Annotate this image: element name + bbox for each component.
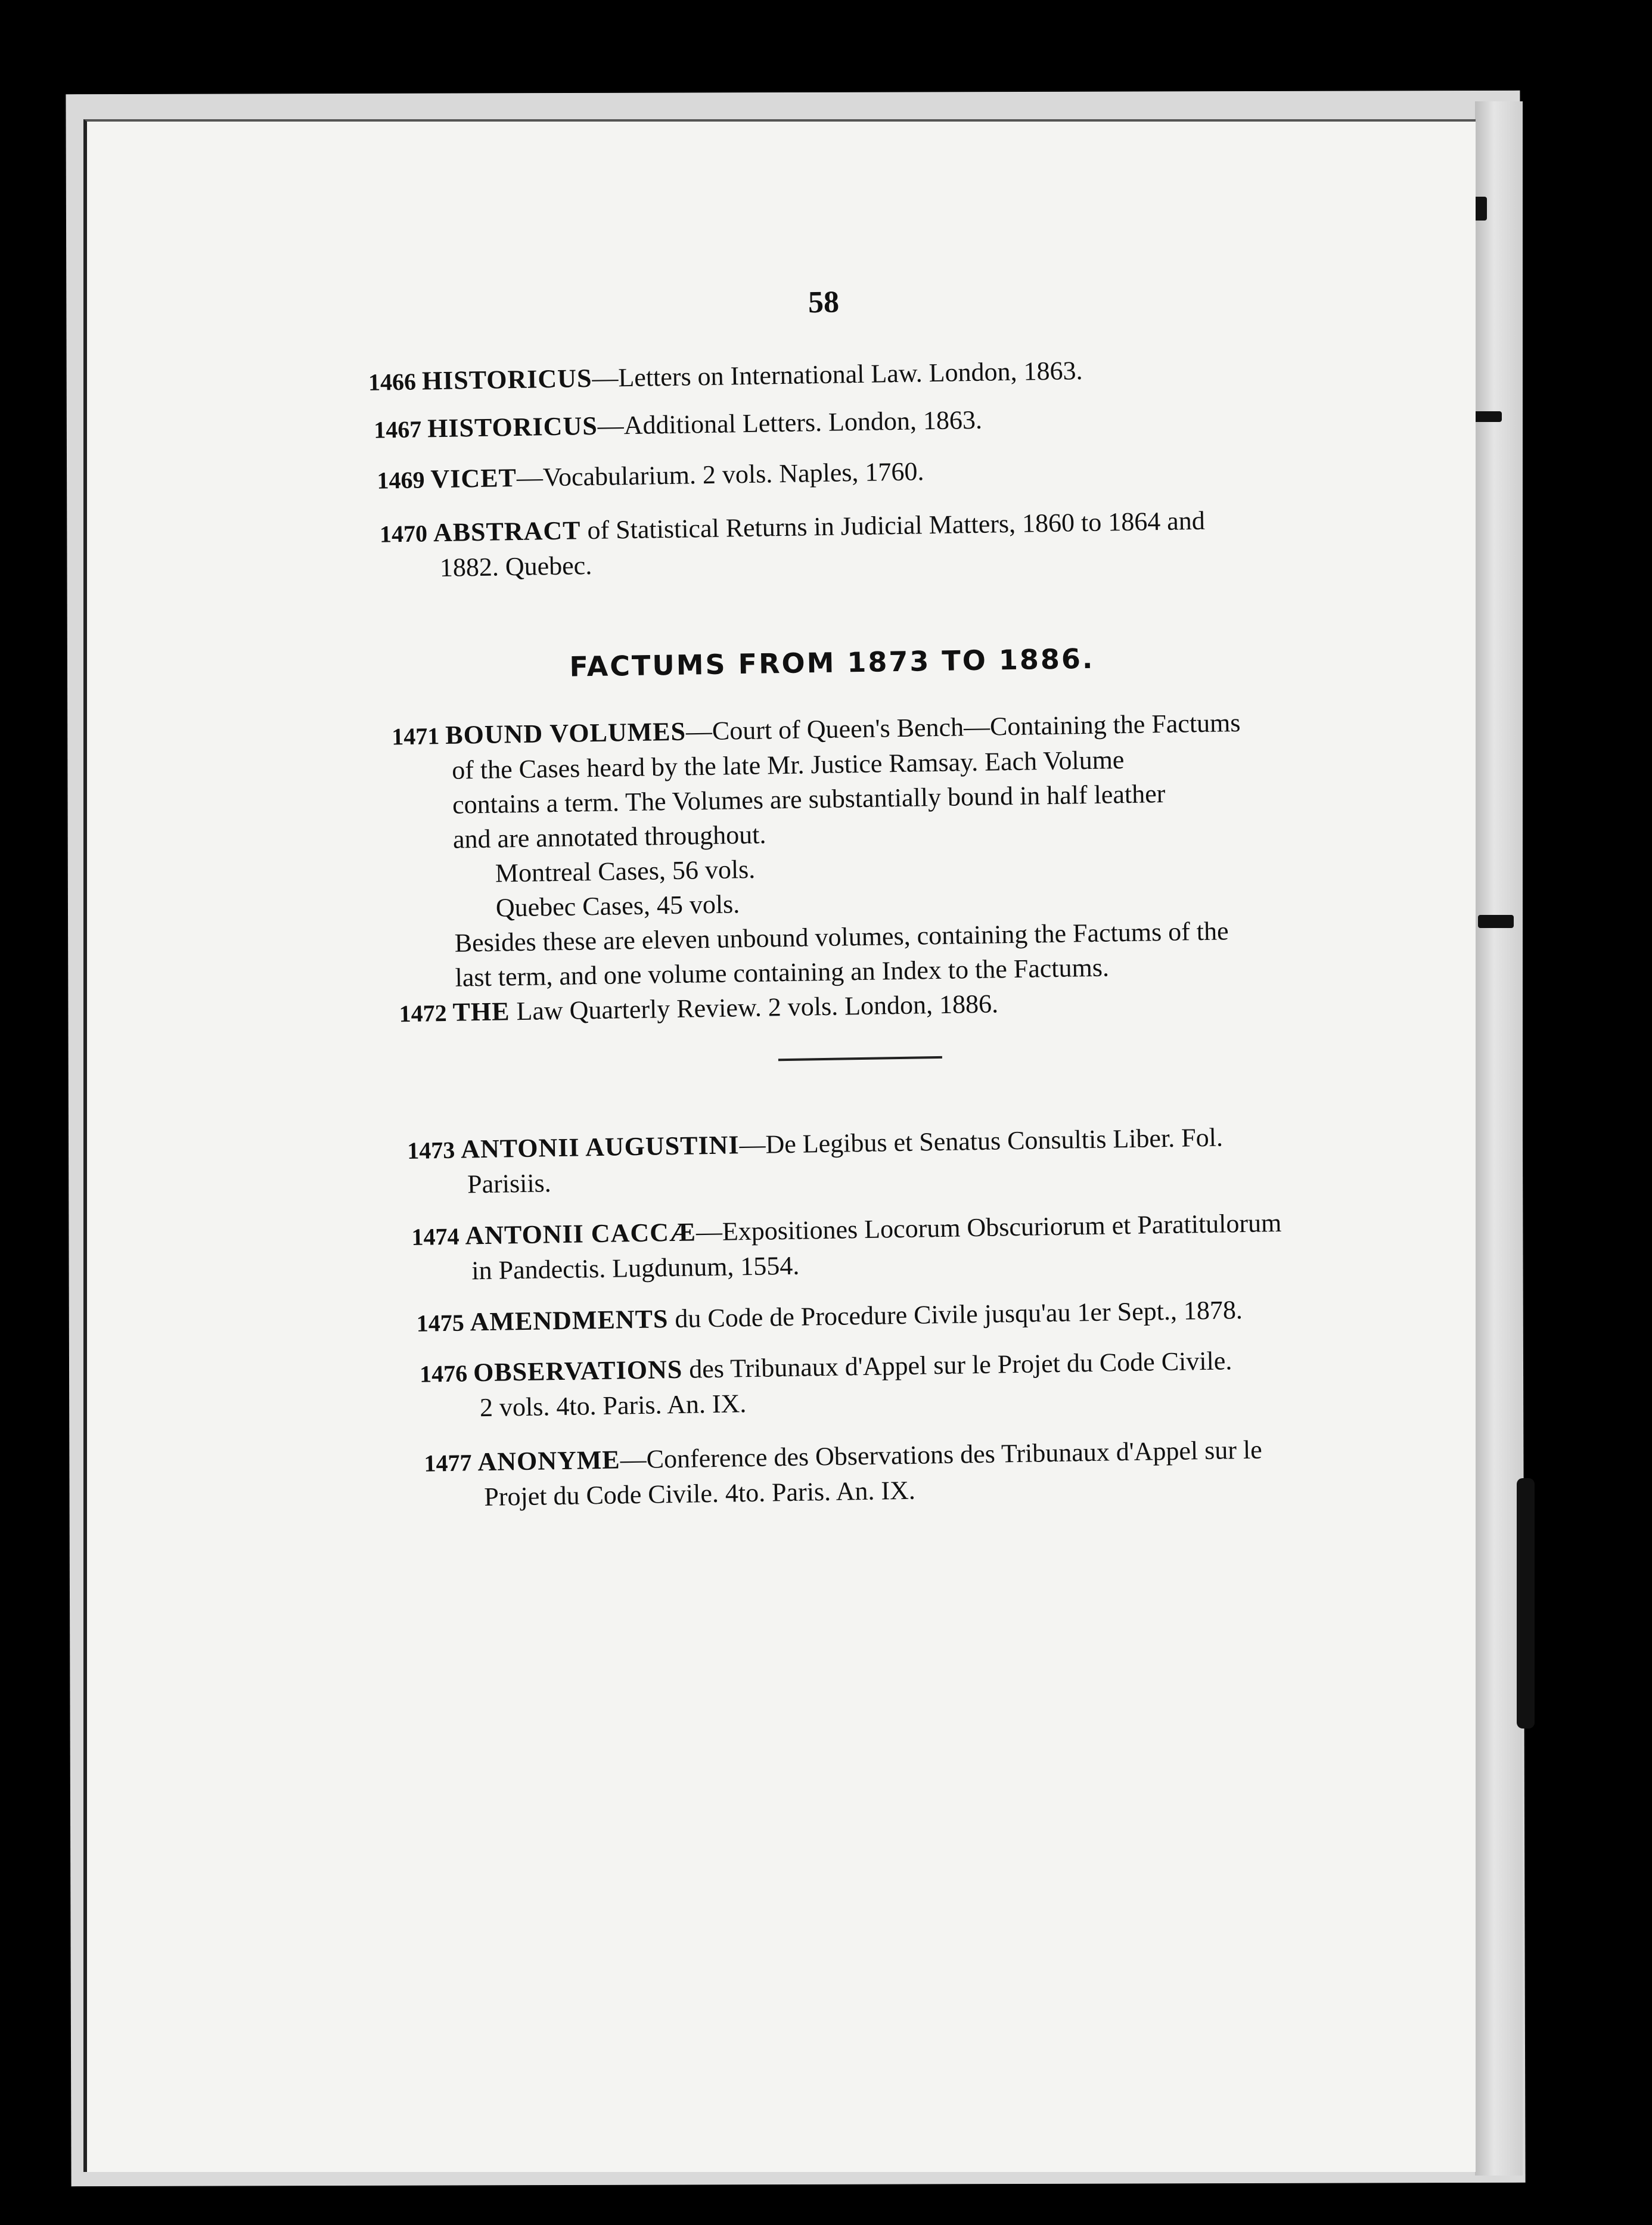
entry-continuation: and are annotated throughout. bbox=[452, 820, 766, 854]
entry-number: 1474 bbox=[411, 1222, 459, 1250]
section-heading: FACTUMS FROM 1873 TO 1886. bbox=[569, 642, 1095, 683]
catalogue-entry bbox=[424, 1433, 1263, 1516]
entry-text: du Code de Procedure Civile jusqu'au 1er Sept., 1878. bbox=[668, 1295, 1243, 1334]
entry-text: —De Legibus et Senatus Consultis Liber. Fol. bbox=[739, 1122, 1224, 1160]
entry-heading: AMENDMENTS bbox=[470, 1304, 669, 1337]
entry-text: —Court of Queen's Bench—Containing the Factums bbox=[685, 707, 1241, 746]
entry-text: —Additional Letters. London, 1863. bbox=[597, 405, 983, 440]
entry-number: 1471 bbox=[391, 722, 440, 750]
entry-continuation: Parisiis. bbox=[467, 1168, 552, 1199]
entry-number: 1466 bbox=[368, 368, 417, 396]
entry-heading: HISTORICUS bbox=[421, 363, 592, 396]
entry-number: 1473 bbox=[406, 1136, 455, 1165]
entry-text: —Letters on International Law. London, 1863. bbox=[592, 356, 1083, 393]
entry-number: 1469 bbox=[377, 466, 425, 494]
entry-number: 1476 bbox=[419, 1360, 468, 1388]
entry-text: Law Quarterly Review. 2 vols. London, 1886. bbox=[510, 989, 999, 1026]
entry-number: 1470 bbox=[379, 520, 428, 548]
entry-number: 1475 bbox=[416, 1309, 465, 1337]
entry-continuation: 2 vols. 4to. Paris. An. IX. bbox=[479, 1389, 747, 1423]
entry-sub-item: Montreal Cases, 56 vols. bbox=[495, 854, 756, 888]
entry-text: —Vocabularium. 2 vols. Naples, 1760. bbox=[516, 457, 924, 492]
catalogue-entry bbox=[380, 504, 1206, 586]
entry-sub-item: Quebec Cases, 45 vols. bbox=[495, 889, 740, 923]
entry-continuation: 1882. Quebec. bbox=[439, 551, 592, 583]
entry-text: —Conference des Observations des Tribunaux d'Appel sur le bbox=[620, 1435, 1263, 1475]
catalogue-entry bbox=[416, 1293, 1243, 1341]
catalogue-entry bbox=[374, 403, 983, 448]
entry-continuation: Projet du Code Civile. 4to. Paris. An. IX. bbox=[484, 1475, 916, 1512]
catalogue-entry bbox=[407, 1121, 1224, 1203]
catalogue-entry bbox=[420, 1343, 1233, 1426]
page-number: 58 bbox=[808, 285, 840, 320]
entry-continuation: Besides these are eleven unbound volumes, containing the Factums of the bbox=[454, 916, 1229, 958]
catalogue-entry bbox=[377, 454, 924, 498]
entry-continuation: last term, and one volume containing an Index to the Factums. bbox=[455, 952, 1110, 992]
entry-number: 1472 bbox=[399, 999, 447, 1028]
entry-text: —Expositiones Locorum Obscuriorum et Paratitulorum bbox=[695, 1208, 1282, 1247]
entry-heading: ANTONII CACCÆ bbox=[465, 1217, 697, 1250]
entry-heading: ANONYME bbox=[477, 1445, 621, 1477]
entry-heading: ABSTRACT bbox=[433, 516, 581, 548]
entry-heading: VICET bbox=[430, 463, 517, 494]
entry-heading: BOUND VOLUMES bbox=[445, 716, 687, 750]
catalogue-entry bbox=[392, 706, 1244, 996]
entry-heading: THE bbox=[452, 997, 510, 1027]
entry-continuation: contains a term. The Volumes are substantially bound in half leather bbox=[452, 778, 1166, 820]
entry-number: 1467 bbox=[373, 415, 422, 443]
section-divider bbox=[778, 1056, 942, 1061]
catalogue-entry bbox=[411, 1206, 1283, 1289]
entry-continuation: of the Cases heard by the late Mr. Justice Ramsay. Each Volume bbox=[451, 745, 1125, 785]
entry-text: des Tribunaux d'Appel sur le Projet du Code Civile. bbox=[682, 1346, 1232, 1384]
entry-continuation: in Pandectis. Lugdunum, 1554. bbox=[471, 1250, 800, 1286]
catalogue-entry bbox=[368, 353, 1083, 400]
entry-heading: ANTONII AUGUSTINI bbox=[460, 1130, 740, 1164]
entry-text: of Statistical Returns in Judicial Matters, 1860 to 1864 and bbox=[580, 505, 1206, 545]
entry-heading: HISTORICUS bbox=[427, 411, 598, 443]
entry-number: 1477 bbox=[424, 1449, 472, 1477]
entry-heading: OBSERVATIONS bbox=[473, 1354, 683, 1388]
